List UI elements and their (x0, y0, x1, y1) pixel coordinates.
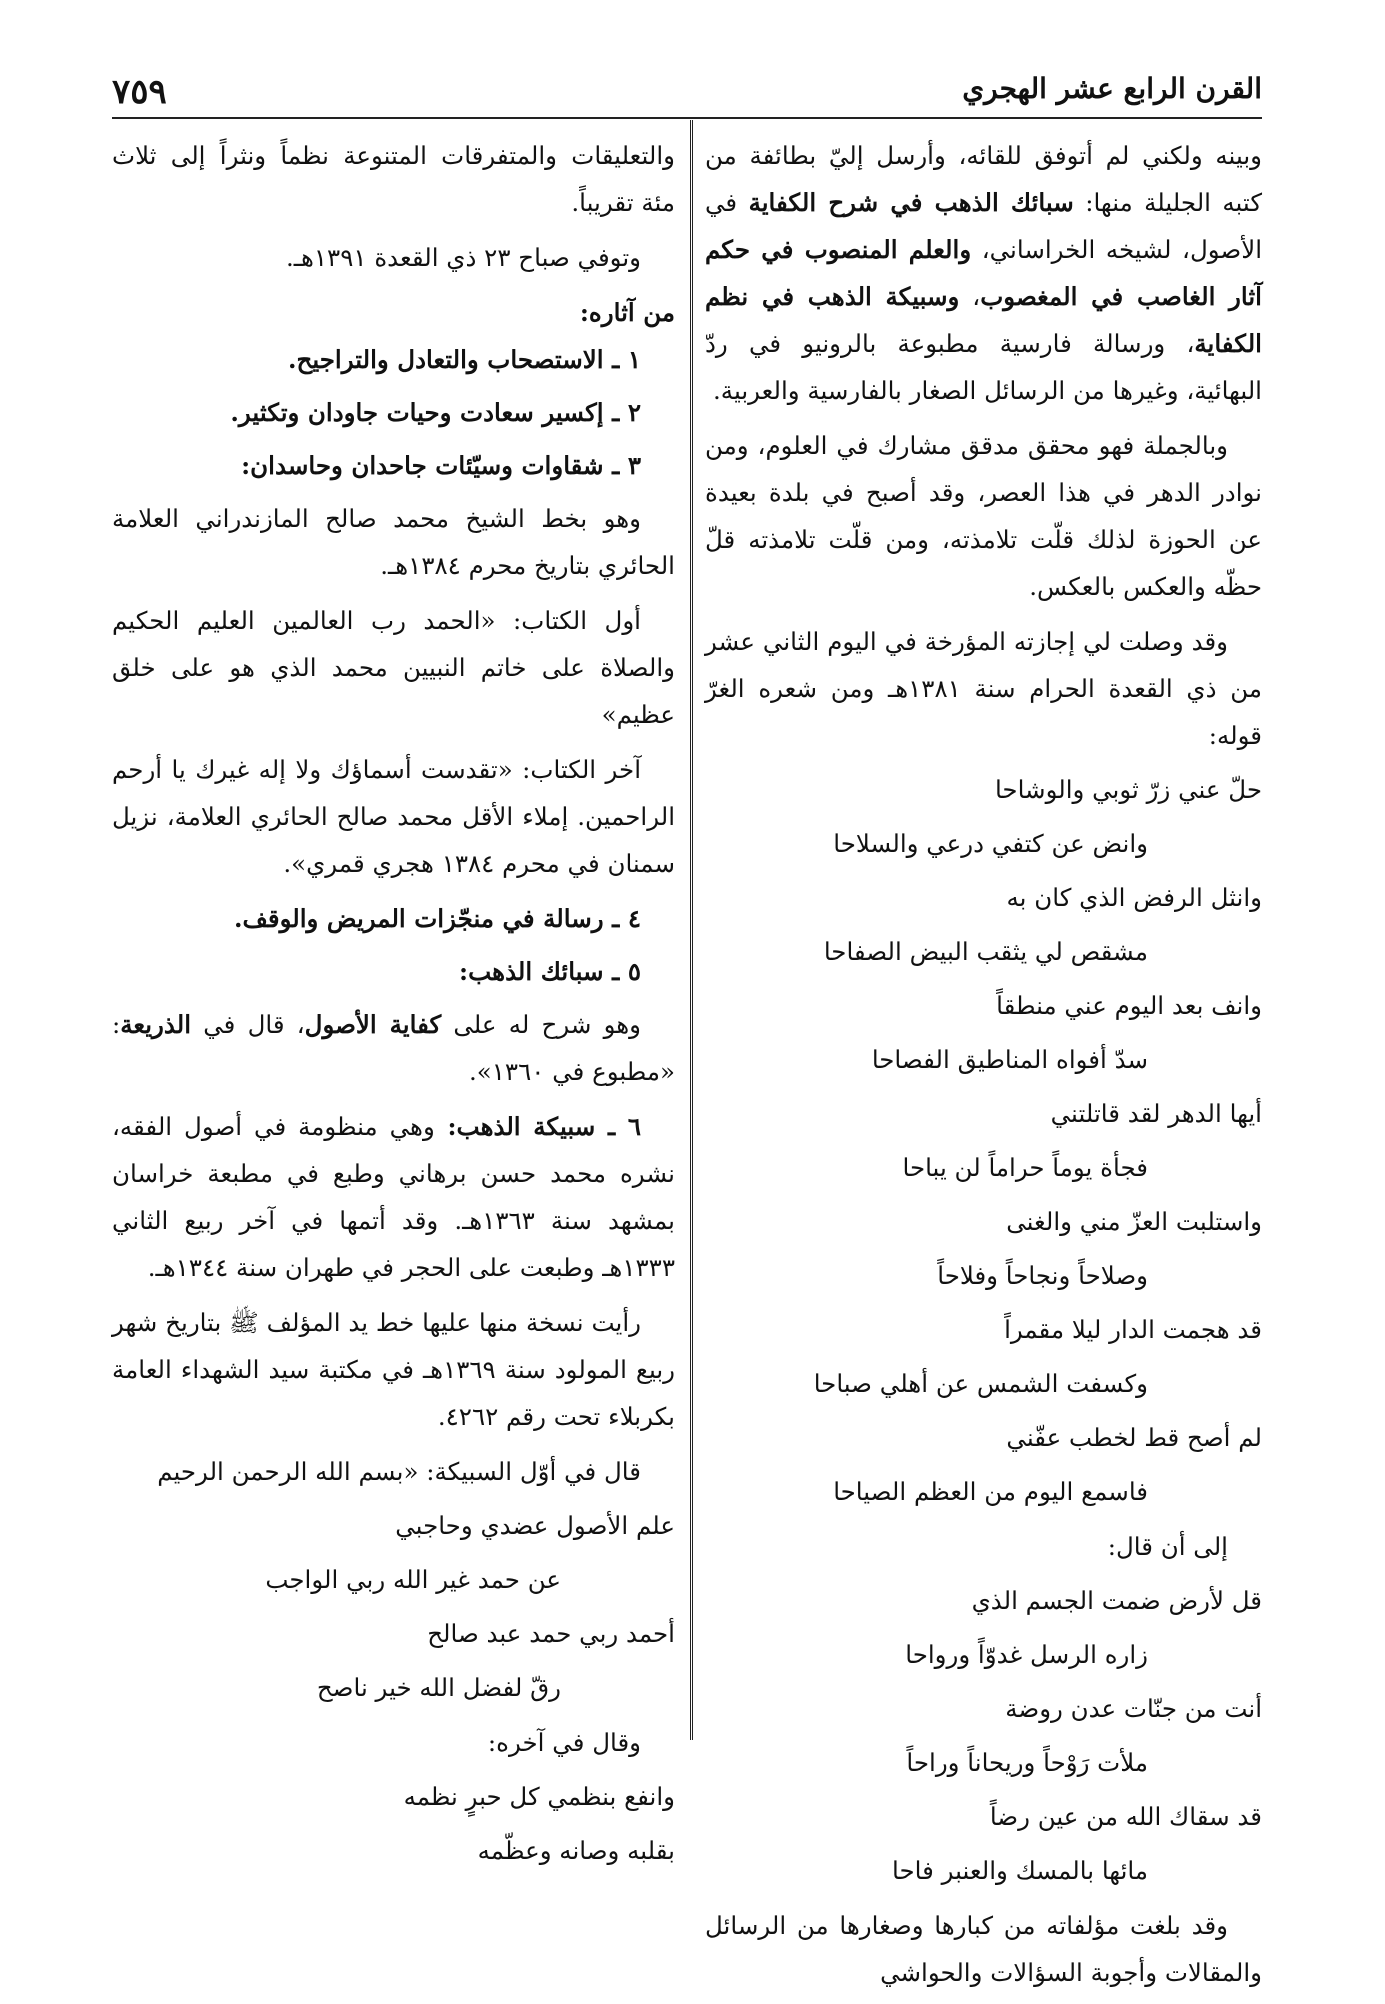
poem (112, 1503, 675, 1711)
verse-line: أيها الدهر لقد قاتلتني (1050, 1099, 1262, 1128)
paragraph: رأيت نسخة منها عليها خط يد المؤلف ﷺ بتاريخ شهر ربيع المولود سنة ١٣٦٩هـ في مكتبة سيد الشهداء العامة بكربلاء تحت رقم ٤٢٦٢. (112, 1308, 675, 1431)
column-divider (690, 120, 693, 1740)
verse-line: مشقص لي يثقب البيض الصفاحا (823, 937, 1148, 966)
paragraph: والتعليقات والمتفرقات المتنوعة نظماً ونثراً إلى ثلاث مئة تقريباً. (112, 141, 675, 217)
paragraph: وتوفي صباح ٢٣ ذي القعدة ١٣٩١هـ. (286, 243, 641, 272)
verse-line: وانثل الرفض الذي كان به (1006, 883, 1262, 912)
work-title: ٦ ـ سبيكة الذهب: (434, 1112, 641, 1141)
work-item: ٥ ـ سبائك الذهب: (459, 957, 641, 986)
page-number: ٧٥٩ (112, 72, 167, 112)
verse-line: قد هجمت الدار ليلا مقمراً (1004, 1315, 1262, 1344)
left-column (112, 132, 675, 1882)
book-title: كفاية الأصول (304, 1010, 442, 1039)
paragraph: قال في أوّل السبيكة: «بسم الله الرحمن الرحيم (157, 1457, 641, 1486)
book-title: سبائك الذهب في شرح الكفاية (748, 188, 1074, 217)
works-heading: من آثاره: (579, 298, 675, 327)
paragraph: وقد وصلت لي إجازته المؤرخة في اليوم الثاني عشر من ذي القعدة الحرام سنة ١٣٨١هـ ومن شعره الغرّ قوله: (705, 627, 1262, 750)
verse-line: سدّ أفواه المناطيق الفصاحا (871, 1045, 1148, 1074)
book-title: والعلم المنصوب في حكم آثار الغاصب في المغصوب (705, 235, 1262, 311)
poem (705, 1578, 1262, 1894)
work-item: ٢ ـ إكسير سعادت وحيات جاودان وتكثير. (230, 398, 641, 427)
verse-line: مائها بالمسك والعنبر فاحا (892, 1856, 1148, 1885)
poem (705, 767, 1262, 1515)
verse-line: قد سقاك الله من عين رضاً (989, 1802, 1262, 1831)
verse-line: وانفع بنظمي كل حبرٍ نظمه (403, 1782, 675, 1811)
poem (112, 1774, 675, 1874)
verse-line: قل لأرض ضمت الجسم الذي (971, 1586, 1262, 1615)
verse-line: وصلاحاً ونجاحاً وفلاحاً (937, 1261, 1148, 1290)
paragraph: وبالجملة فهو محقق مدقق مشارك في العلوم، ومن نوادر الدهر في هذا العصر، وقد أصبح في بلدة بعيدة عن الحوزة لذلك قلّت تلامذته، ومن قلّت تلامذته قلّ حظّه والعكس بالعكس. (705, 431, 1262, 601)
paragraph: إلى أن قال: (1107, 1532, 1228, 1561)
verse-line: علم الأصول عضدي وحاجبي (395, 1511, 675, 1540)
verse-line: أنت من جنّات عدن روضة (1005, 1694, 1262, 1723)
paragraph: وبينه ولكني لم أتوفق للقائه، وأرسل إليّ بطائفة من كتبه الجليلة منها: سبائك الذهب في شرح الكفاية في الأصول، لشيخه الخراساني، والعلم المنصوب في حكم آثار الغاصب في المغصوب، وسبيكة الذهب في نظم الكفاية، ورسالة فارسية مطبوعة بالرونيو في ردّ البهائية، وغيرها من الرسائل الصغار بالفارسية والعربية. (705, 141, 1262, 405)
verse-line: واستلبت العزّ مني والغنى (1006, 1207, 1262, 1236)
verse-line: رقّ لفضل الله خير ناصح (316, 1673, 561, 1702)
paragraph: أول الكتاب: «الحمد رب العالمين العليم الحكيم والصلاة على خاتم النبيين محمد الذي هو على خلق عظيم» (112, 606, 675, 729)
paragraph: ٦ ـ سبيكة الذهب: وهي منظومة في أصول الفقه، نشره محمد حسن برهاني وطبع في مطبعة خراسان بمشهد سنة ١٣٦٣هـ. وقد أتمها في آخر ربيع الثاني ١٣٣٣هـ وطبعت على الحجر في طهران سنة ١٣٤٤هـ. (112, 1112, 675, 1282)
verse-line: فجأة يوماً حراماً لن يباحا (902, 1153, 1148, 1182)
paragraph: آخر الكتاب: «تقدست أسماؤك ولا إله غيرك يا أرحم الراحمين. إملاء الأقل محمد صالح الحائري العلامة، نزيل سمنان في محرم ١٣٨٤ هجري قمري». (112, 755, 675, 878)
right-column (705, 132, 1262, 2004)
running-title: القرن الرابع عشر الهجري (962, 72, 1262, 105)
verse-line: أحمد ربي حمد عبد صالح (427, 1619, 675, 1648)
verse-line: حلّ عني زرّ ثوبي والوشاحا (994, 775, 1262, 804)
book-title: الذريعة (120, 1010, 192, 1039)
verse-line: وانض عن كتفي درعي والسلاحا (833, 829, 1148, 858)
paragraph: وقد بلغت مؤلفاته من كبارها وصغارها من الرسائل والمقالات وأجوبة السؤالات والحواشي (705, 1911, 1262, 1987)
work-item: ٤ ـ رسالة في منجّزات المريض والوقف. (234, 904, 641, 933)
book-title: وسبيكة الذهب في نظم الكفاية (705, 282, 1262, 358)
verse-line: عن حمد غير الله ربي الواجب (265, 1565, 561, 1594)
work-item: ١ ـ الاستصحاب والتعادل والتراجيح. (288, 345, 641, 374)
paragraph: وهو بخط الشيخ محمد صالح المازندراني العلامة الحائري بتاريخ محرم ١٣٨٤هـ. (112, 504, 675, 580)
header-rule (112, 117, 1262, 119)
verse-line: وانف بعد اليوم عني منطقاً (996, 991, 1262, 1020)
paragraph: وهو شرح له على كفاية الأصول، قال في الذريعة: «مطبوع في ١٣٦٠». (112, 1010, 675, 1086)
verse-line: فاسمع اليوم من العظم الصياحا (833, 1477, 1148, 1506)
verse-line: زاره الرسل غدوّاً ورواحا (905, 1640, 1148, 1669)
verse-line: بقلبه وصانه وعظّمه (477, 1836, 675, 1865)
work-item: ٣ ـ شقاوات وسيّئات جاحدان وحاسدان: (241, 451, 641, 480)
verse-line: ملأت رَوْحاً وريحاناً وراحاً (906, 1748, 1148, 1777)
verse-line: لم أصح قط لخطب عفّني (1006, 1423, 1262, 1452)
page-header (112, 72, 1262, 122)
paragraph: وقال في آخره: (487, 1728, 641, 1757)
verse-line: وكسفت الشمس عن أهلي صباحا (813, 1369, 1148, 1398)
